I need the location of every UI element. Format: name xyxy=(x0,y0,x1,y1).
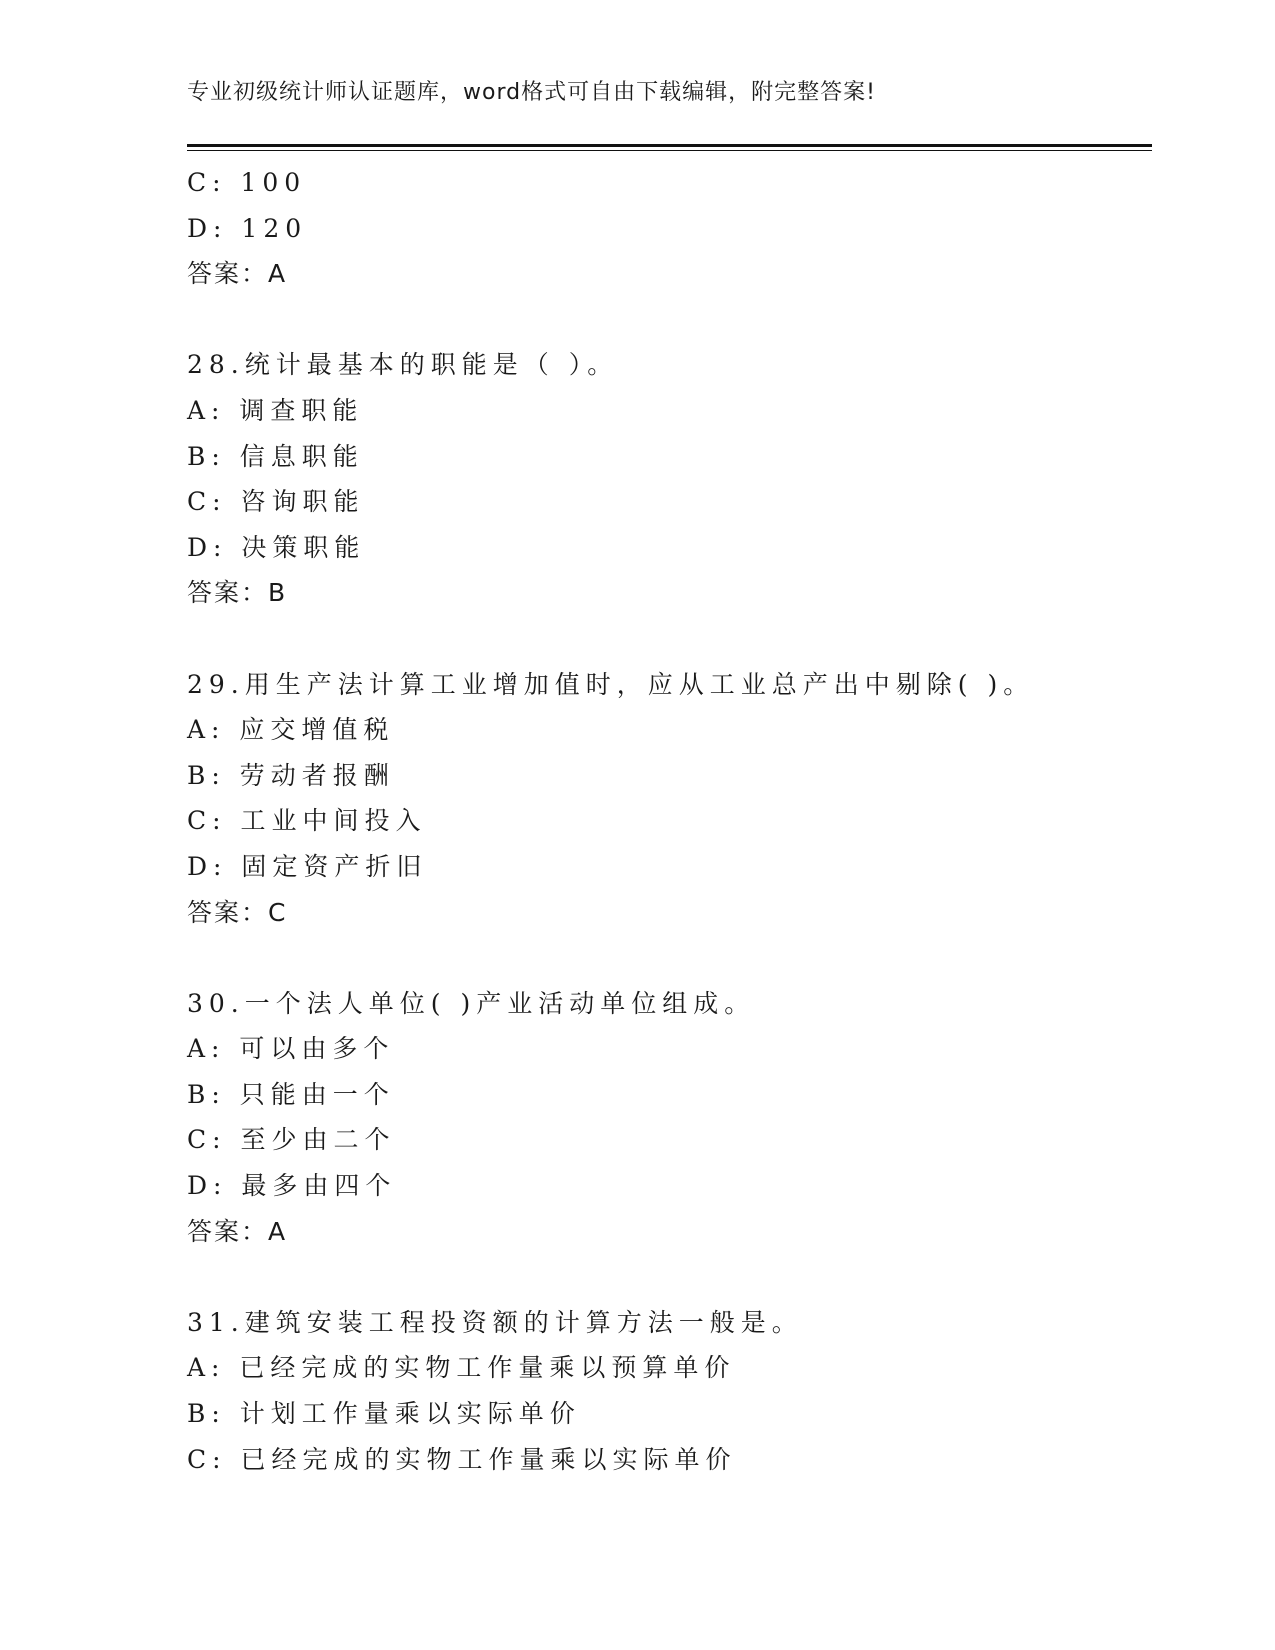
option-c: C: 工业中间投入 xyxy=(187,806,427,836)
option-b: B: 计划工作量乘以实际单价 xyxy=(187,1399,581,1429)
answer-line: 答案：A xyxy=(187,1216,288,1246)
spacer xyxy=(187,1254,1152,1300)
option-c: C: 咨询职能 xyxy=(187,487,365,517)
question-stem: 28.统计最基本的职能是（ ）。 xyxy=(187,350,619,380)
question-list xyxy=(187,160,1152,1482)
option-b: B: 只能由一个 xyxy=(187,1079,395,1109)
header-note: 专业初级统计师认证题库，word格式可自由下载编辑，附完整答案! xyxy=(187,80,876,105)
spacer xyxy=(187,297,1152,343)
header-rule-thin xyxy=(187,150,1152,151)
question-stem: 29.用生产法计算工业增加值时，应从工业总产出中剔除( )。 xyxy=(187,669,1035,699)
option-d: D: 120 xyxy=(187,213,308,243)
option-c: C: 已经完成的实物工作量乘以实际单价 xyxy=(187,1444,737,1474)
answer-line: 答案：A xyxy=(187,259,288,289)
answer-line: 答案：B xyxy=(187,578,288,608)
option-c: C: 100 xyxy=(187,168,307,197)
option-a: A: 已经完成的实物工作量乘以预算单价 xyxy=(187,1353,736,1383)
question-stem: 31.建筑安装工程投资额的计算方法一般是。 xyxy=(187,1307,803,1337)
spacer xyxy=(187,935,1152,981)
answer-line: 答案：C xyxy=(187,897,288,927)
option-c: C: 至少由二个 xyxy=(187,1125,396,1155)
option-a: A: 调查职能 xyxy=(187,395,364,425)
option-d: D: 固定资产折旧 xyxy=(187,851,428,881)
question-stem: 30.一个法人单位( )产业活动单位组成。 xyxy=(187,988,756,1018)
option-b: B: 信息职能 xyxy=(187,441,364,471)
header-rule-thick xyxy=(187,144,1152,147)
option-d: D: 最多由四个 xyxy=(187,1171,397,1201)
option-d: D: 决策职能 xyxy=(187,532,366,562)
option-b: B: 劳动者报酬 xyxy=(187,760,395,790)
option-a: A: 可以由多个 xyxy=(187,1034,395,1064)
spacer xyxy=(187,616,1152,662)
option-a: A: 应交增值税 xyxy=(187,715,395,745)
